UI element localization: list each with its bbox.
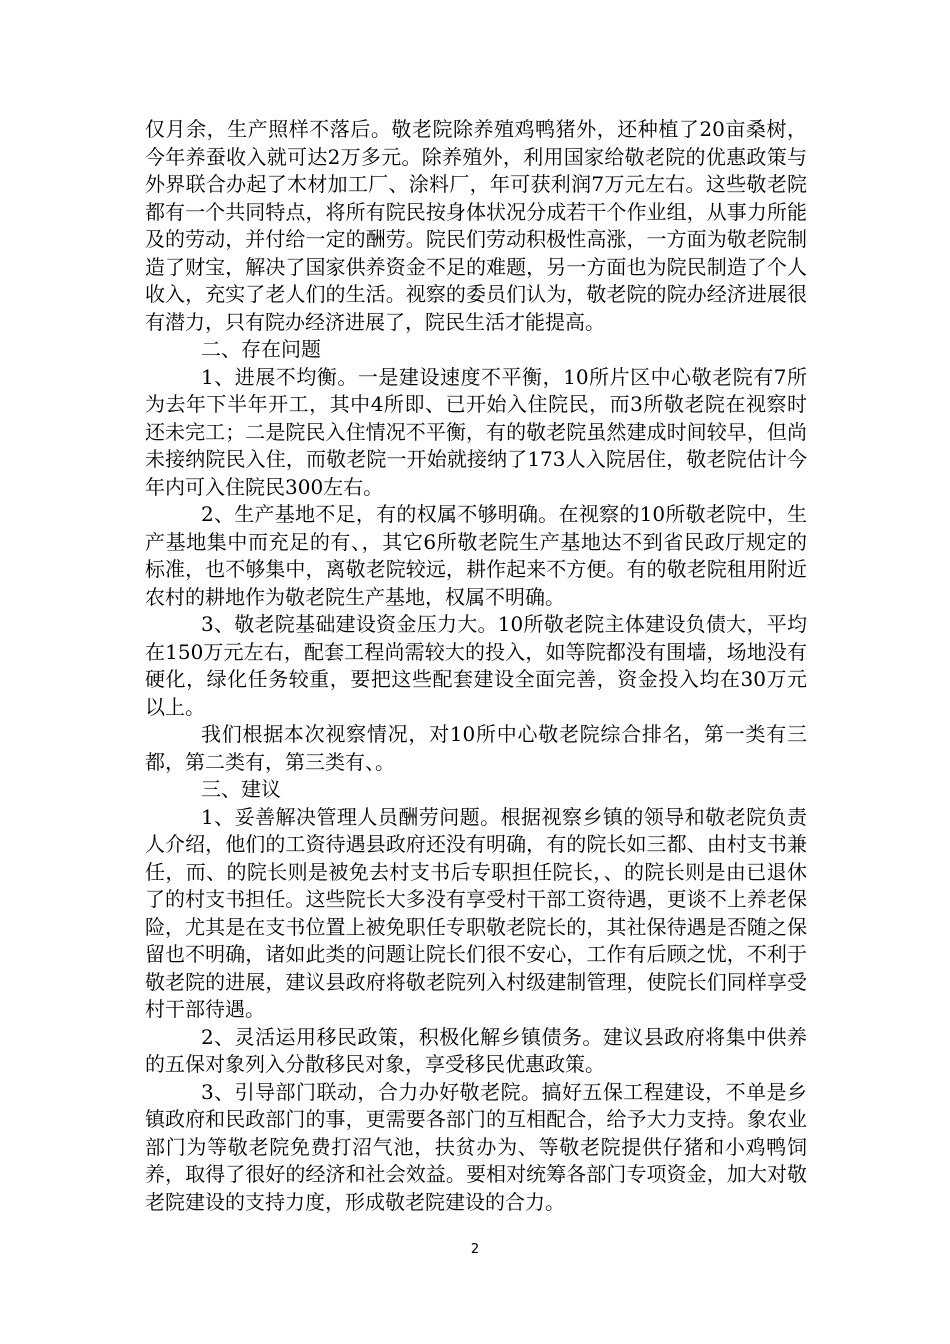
- paragraph-suggestion-3: 3、引导部门联动，合力办好敬老院。搞好五保工程建设，不单是乡镇政府和民政部门的事，更需要各部门的互相配合，给予大力支持。象农业部门为等敬老院免费打沼气池，扶贫办为、等敬老院提供仔猪和小鸡鸭饲养，取得了很好的经济和社会效益。要相对统筹各部门专项资金，加大对敬老院建设的支持力度，形成敬老院建设的合力。: [145, 1079, 807, 1214]
- paragraph-problem-1: 1、进展不均衡。一是建设速度不平衡，10所片区中心敬老院有7所为去年下半年开工，其中4所即、已开始入住院民，而3所敬老院在视察时还未完工；二是院民入住情况不平衡，有的敬老院虽然建成时间较早，但尚未接纳院民入住，而敬老院一开始就接纳了173人入院居住，敬老院估计今年内可入住院民300左右。: [145, 364, 807, 499]
- section-heading-problems: 二、存在问题: [201, 337, 321, 361]
- section-heading-suggestions: 三、建议: [201, 777, 281, 801]
- document-body: [145, 116, 807, 1216]
- page-number: 2: [470, 1242, 480, 1257]
- paragraph-problem-3: 3、敬老院基础建设资金压力大。10所敬老院主体建设负债大，平均在150万元左右，配套工程尚需较大的投入，如等院都没有围墙，场地没有硬化，绿化任务较重，要把这些配套建设全面完善，资金投入均在30万元以上。: [145, 612, 807, 719]
- paragraph-suggestion-2: 2、灵活运用移民政策，积极化解乡镇债务。建议县政府将集中供养的五保对象列入分散移民对象，享受移民优惠政策。: [145, 1024, 807, 1076]
- paragraph-continuation: 仅月余，生产照样不落后。敬老院除养殖鸡鸭猪外，还种植了20亩桑树，今年养蚕收入就可达2万多元。除养殖外，利用国家给敬老院的优惠政策与外界联合办起了木材加工厂、涂料厂，年可获利润7万元左右。这些敬老院都有一个共同特点，将所有院民按身体状况分成若干个作业组，从事力所能及的劳动，并付给一定的酬劳。院民们劳动积极性高涨，一方面为敬老院制造了财宝，解决了国家供养资金不足的难题，另一方面也为院民制造了个人收入，充实了老人们的生活。视察的委员们认为，敬老院的院办经济进展很有潜力，只有院办经济进展了，院民生活才能提高。: [145, 117, 807, 334]
- paragraph-suggestion-1: 1、妥善解决管理人员酬劳问题。根据视察乡镇的领导和敬老院负责人介绍，他们的工资待遇县政府还没有明确，有的院长如三都、由村支书兼任，而、的院长则是被免去村支书后专职担任院长，、的院长则是由已退休了的村支书担任。这些院长大多没有享受村干部工资待遇，更谈不上养老保险，尤其是在支书位置上被免职任专职敬老院长的，其社保待遇是否随之保留也不明确，诸如此类的问题让院长们很不安心，工作有后顾之忧，不利于敬老院的进展，建议县政府将敬老院列入村级建制管理，使院长们同样享受村干部待遇。: [145, 804, 807, 1021]
- paragraph-problem-2: 2、生产基地不足，有的权属不够明确。在视察的10所敬老院中，生产基地集中而充足的有、，其它6所敬老院生产基地达不到省民政厅规定的标准，也不够集中，离敬老院较远，耕作起来不方便。有的敬老院租用附近农村的耕地作为敬老院生产基地，权属不明确。: [145, 502, 807, 609]
- paragraph-ranking: 我们根据本次视察情况，对10所中心敬老院综合排名，第一类有三都，第二类有，第三类有、。: [145, 722, 807, 774]
